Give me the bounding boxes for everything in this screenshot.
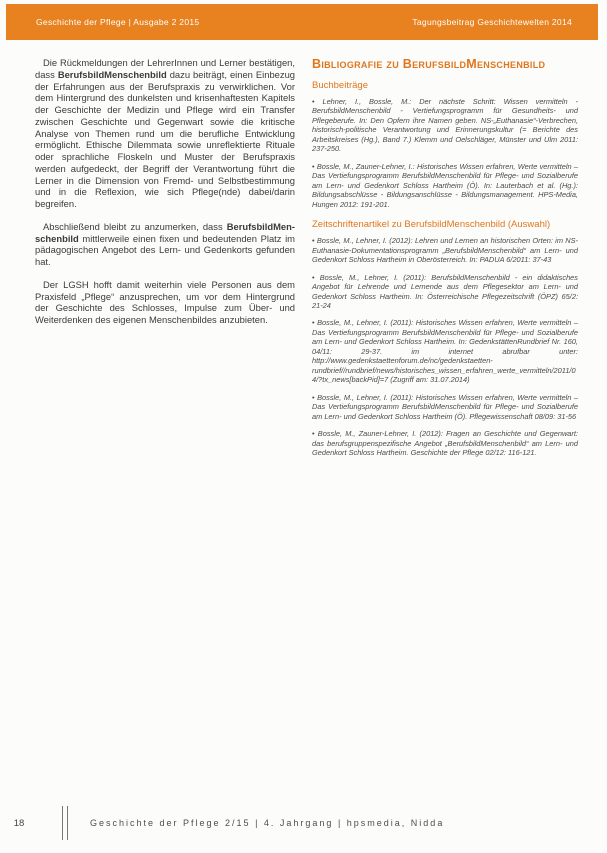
section-heading: Zeitschriftenartikel zu BerufsbildMenschenbild (Auswahl) (312, 219, 551, 231)
reference-item: • Bossle, M., Lehner, I. (2012): Lehren und Lernen an historischen Orten: im NS-Euthanasie-Dokumentationsprogramm „BerufsbildMenschenbild“ am Lern- und Gedenkort Schloss Hartheim in Oberösterreich. In: PADUA 6/2011: 37-43 (312, 236, 578, 265)
page-number: 18 (13, 817, 25, 829)
header-journal-title: Geschichte der Pflege | Ausgabe 2 2015 (36, 17, 200, 27)
bullet-icon: • (312, 318, 318, 328)
reference-item: • Bossle, M., Zauner-Lehner, I. (2012): Fragen an Geschichte und Gegenwart: das berufsgruppenspezifische Angebot „BerufsbildMenschenbild“ am Lern- und Gedenkort Schloss Hartheim. Geschichte der Pflege 02/12: 116-121. (312, 429, 578, 458)
footer-separator (62, 806, 68, 840)
article-body (35, 57, 578, 466)
left-column (35, 57, 295, 466)
bullet-icon: • (312, 392, 318, 402)
header-article-type: Tagungsbeitrag Geschichtewelten 2014 (412, 17, 572, 27)
right-column (312, 57, 578, 466)
header-bar (6, 4, 598, 40)
paragraph: Abschließend bleibt zu anzumerken, dass BerufsbildMenschenbild mittlerweile einen fixen und bedeutenden Platz im pädagogischen Angebot des Lern- und Gedenkorts gefunden hat. (35, 220, 295, 267)
reference-item: • Bossle, M., Lehner, I. (2011): BerufsbildMenschenbild - ein didaktisches Angebot für Lehrende und Lernende aus dem Pflegesektor am Lern- und Gedenkort Schloss Hartheim. In: Österreichische Pflegezeitschrift (ÖPZ) 65/2: 21-24 (312, 272, 578, 310)
reference-item: • Bossle, M., Lehner, I. (2011): Historisches Wissen erfahren, Werte vermitteln – Das Vertiefungsprogramm BerufsbildMenschenbild für Pflege- und Sozialberufe am Lern- und Gedenkort Schloss Hartheim. In: GedenkstättenRundbrief Nr. 160, 04/11: 29-37. im internet abrufbar unter: http://www.gedenkstaettenforum.de/nc/gedenkstaetten-rundbrief//rundbrief/news/historisches_wissen_erfahren_werte_vermitteln/2011/04/?tx_news[backPid]=7 (Zugriff am: 31.07.2014) (312, 318, 578, 385)
bullet-icon: • (312, 97, 323, 106)
paragraph: Der LGSH hofft damit weiterhin viele Personen aus dem Praxisfeld „Pflege“ anzusprechen, um vor dem Hintergrund der Geschichte des Schlosses, Impulse zum Über- und Weiterdenken des eigenen Menschenbildes anzubieten. (35, 278, 295, 325)
footer (0, 803, 607, 843)
bibliography-sections (312, 80, 578, 458)
section-heading: Buchbeiträge (312, 80, 368, 91)
footer-journal-line: Geschichte der Pflege 2/15 | 4. Jahrgang | hpsmedia, Nidda (90, 818, 445, 828)
bullet-icon: • (312, 429, 318, 439)
reference-item: • Bossle, M., Lehner, I. (2011): Historisches Wissen erfahren, Werte vermitteln – Das Vertiefungsprogramm BerufsbildMenschenbild für Pflege- und Sozialberufe am Lern- und Gedenkort Schloss Hartheim (Ö). Pflegewissenschaft 08/09: 31-56 (312, 392, 578, 421)
reference-item: • Lehner, I., Bossle, M.: Der nächste Schritt: Wissen vermitteln - BerufsbildMenschenbild - Vertiefungsprogramm für Gesundheits- und Pflegeberufe. In: Den Opfern ihre Namen geben. NS-„Euthanasie“-Verbrechen, historisch-politische Verantwortung und Erinnerungskultur (= Berichte des Arbeitskreises (Hg.), Band 7.) Klemm und Oelschläger, Münster und Ulm 2011: 237-250. (312, 97, 578, 154)
bullet-icon: • (312, 161, 317, 171)
paragraph: Die Rückmeldungen der LehrerInnen und Lerner bestätigen, dass BerufsbildMenschenbild dazu beiträgt, einen Einbezug der Erfahrungen aus der Berufspraxis zu verwirklichen. Vor dem Hintergrund des dunkelsten und krisenhaftesten Kapitels der Geschichte der Medizin und Pflege wird ein Transfer zwischen Geschichte und Gegenwart sowie die kritische Analyse von Themen rund um die berufliche Entwicklung ermöglicht. Ethische Dilemmata sowie unreflektierte Rituale oder sprachliche Floskeln und Muster der Berufspraxis werden aufgedeckt, der Begriff der Verantwortung führt die Lerner in die Dimension von Fremd- und Selbstbestimmung und in die Reflexion, wie sich Pflege(nde) dabei/darin begreifen. (35, 57, 295, 209)
bibliography-title: Bibliografie zu BerufsbildMenschenbild (312, 57, 546, 71)
bullet-icon: • (312, 272, 320, 282)
reference-item: • Bossle, M., Zauner-Lehner, I.: Historisches Wissen erfahren, Werte vermitteln – Das Vertiefungsprogramm BerufsbildMenschenbild für Pflege- und Sozialberufe am Lern- und Gedenkort Schloss Hartheim (Ö). In: Lauterbach et al. (Hg.): Bildungsabschlüsse - Bildungsanschlüsse - Bildungsmanagement. HPS-Media, Hungen 2012: 191-201. (312, 161, 578, 209)
bullet-icon: • (312, 236, 317, 246)
